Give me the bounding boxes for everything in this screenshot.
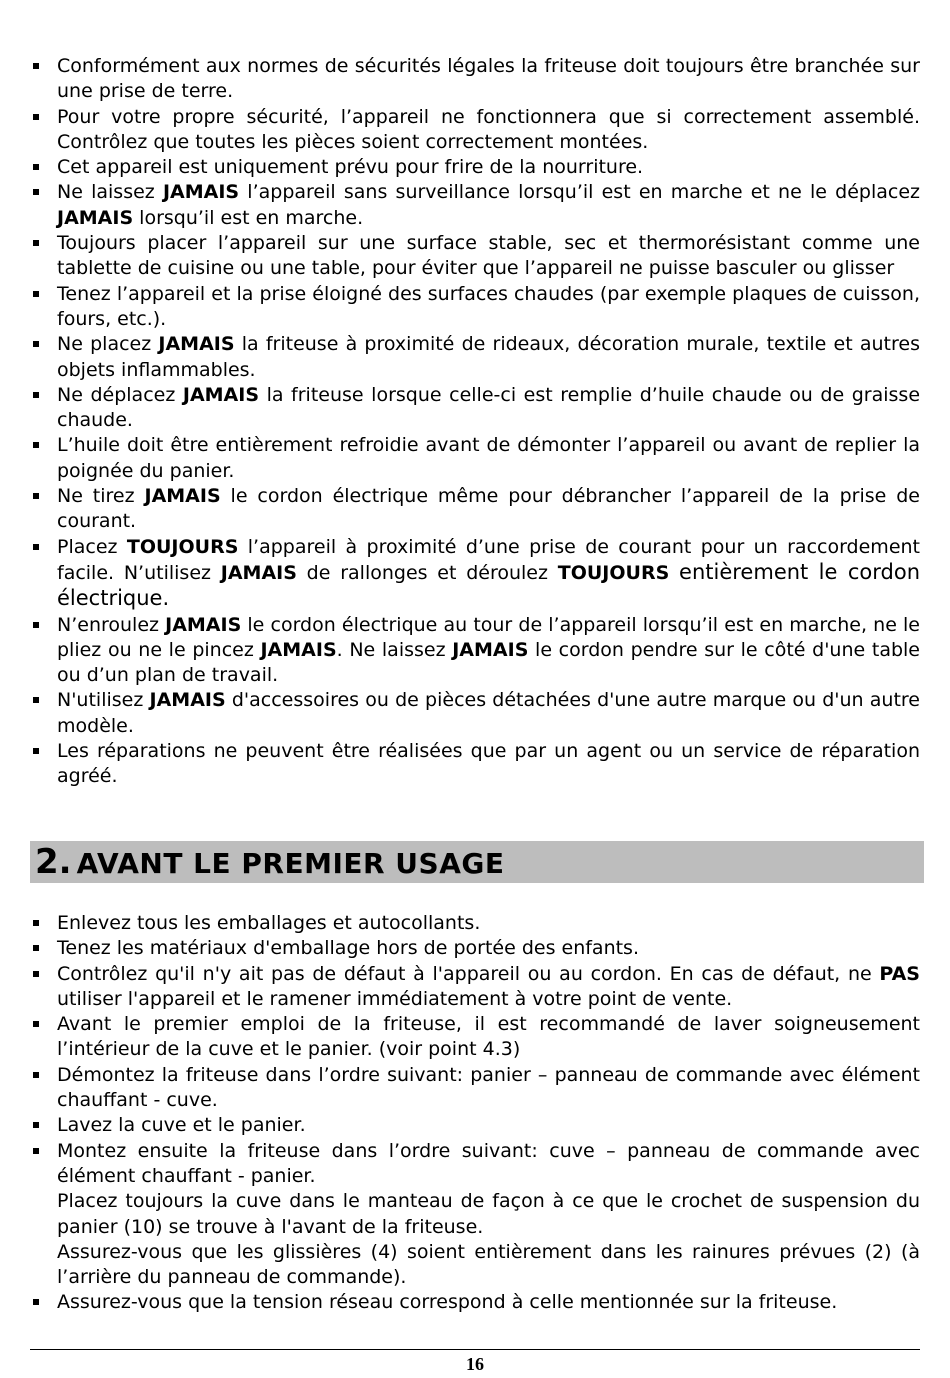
list-item: Démontez la friteuse dans l’ordre suivant: panier – panneau de commande avec élément chauffant - cuve.: [30, 1063, 920, 1114]
list-item: Ne déplacez JAMAIS la friteuse lorsque celle-ci est remplie d’huile chaude ou de graisse chaude.: [30, 383, 920, 434]
list-item: Toujours placer l’appareil sur une surface stable, sec et thermorésistant comme une tablette de cuisine ou une table, pour éviter que l’appareil ne puisse basculer ou glisser: [30, 231, 920, 282]
list-item: Conformément aux normes de sécurités légales la friteuse doit toujours être branchée sur une prise de terre.: [30, 54, 920, 105]
page-number: 16: [466, 1354, 484, 1374]
list-item: Tenez les matériaux d'emballage hors de portée des enfants.: [30, 936, 920, 961]
list-item: Tenez l’appareil et la prise éloigné des surfaces chaudes (par exemple plaques de cuisson, fours, etc.).: [30, 282, 920, 333]
list-item: Pour votre propre sécurité, l’appareil ne fonctionnera que si correctement assemblé. Contrôlez que toutes les pièces soient correctement montées.: [30, 105, 920, 156]
list-item: Ne placez JAMAIS la friteuse à proximité de rideaux, décoration murale, textile et autres objets inflammables.: [30, 332, 920, 383]
list-item: Avant le premier emploi de la friteuse, il est recommandé de laver soigneusement l’intérieur de la cuve et le panier. (voir point 4.3): [30, 1012, 920, 1063]
list-item: Enlevez tous les emballages et autocollants.: [30, 911, 920, 936]
list-item: Placez TOUJOURS l’appareil à proximité d’une prise de courant pour un raccordement facile. N’utilisez JAMAIS de rallonges et déroulez TOUJOURS entièrement le cordon électrique.: [30, 535, 920, 613]
list-item: Ne tirez JAMAIS le cordon électrique même pour débrancher l’appareil de la prise de courant.: [30, 484, 920, 535]
list-item: Les réparations ne peuvent être réalisées que par un agent ou un service de réparation agréé.: [30, 739, 920, 790]
list-item: Assurez-vous que la tension réseau correspond à celle mentionnée sur la friteuse.: [30, 1290, 920, 1315]
list-item: Ne laissez JAMAIS l’appareil sans surveillance lorsqu’il est en marche et ne le déplacez JAMAIS lorsqu’il est en marche.: [30, 180, 920, 231]
list-item: N’enroulez JAMAIS le cordon électrique au tour de l’appareil lorsqu’il est en marche, ne le pliez ou ne le pincez JAMAIS. Ne laissez JAMAIS le cordon pendre sur le côté d'une table ou d’un plan de travail.: [30, 613, 920, 689]
list-item-continuation: Placez toujours la cuve dans le manteau de façon à ce que le crochet de suspension du panier (10) se trouve à l'avant de la friteuse.: [57, 1190, 920, 1238]
list-item: Lavez la cuve et le panier.: [30, 1113, 920, 1138]
section-number: 2.: [35, 842, 72, 882]
list-item: Montez ensuite la friteuse dans l’ordre suivant: cuve – panneau de commande avec élément chauffant - panier.: [30, 1139, 920, 1190]
footer-divider: [30, 1349, 920, 1350]
section-heading: [30, 841, 924, 883]
safety-instructions-list: [30, 54, 920, 790]
list-item: L’huile doit être entièrement refroidie avant de démonter l’appareil ou avant de replier la poignée du panier.: [30, 433, 920, 484]
section-title: AVANT LE PREMIER USAGE: [76, 847, 505, 880]
list-item-continuation: Assurez-vous que les glissières (4) soient entièrement dans les rainures prévues (2) (à l’arrière du panneau de commande).: [57, 1240, 920, 1289]
first-use-instructions-list: [30, 911, 920, 1316]
list-item: Cet appareil est uniquement prévu pour frire de la nourriture.: [30, 155, 920, 180]
list-item: N'utilisez JAMAIS d'accessoires ou de pièces détachées d'une autre marque ou d'un autre modèle.: [30, 688, 920, 739]
list-item: Contrôlez qu'il n'y ait pas de défaut à l'appareil ou au cordon. En cas de défaut, ne PAS utiliser l'appareil et le ramener immédiatement à votre point de vente.: [30, 962, 920, 1013]
